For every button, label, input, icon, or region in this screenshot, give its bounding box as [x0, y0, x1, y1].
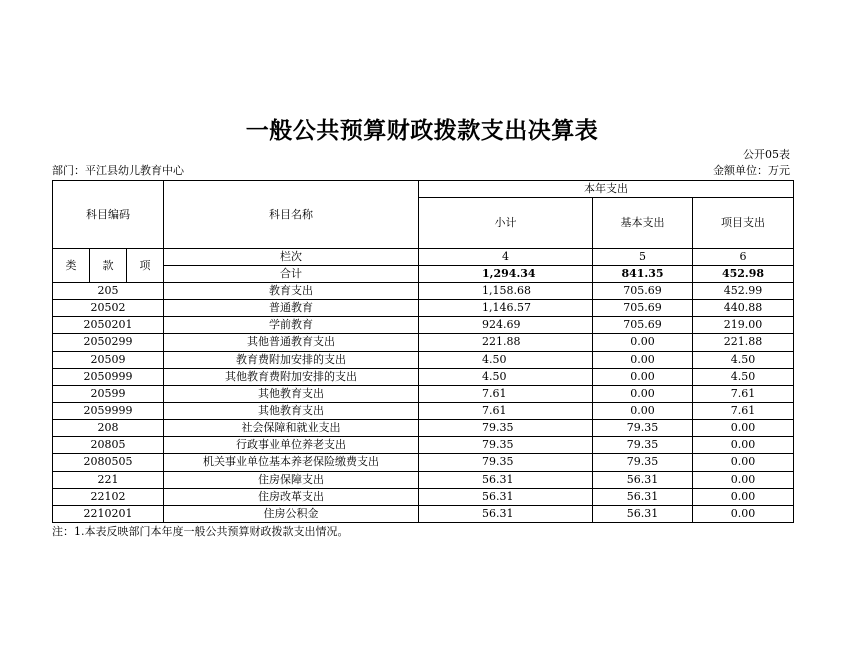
table-row	[53, 437, 794, 454]
table-row	[53, 454, 794, 471]
table-row	[53, 334, 794, 351]
column-number-row	[53, 249, 794, 266]
table-body	[53, 283, 794, 523]
row-code: 2050999	[53, 368, 164, 385]
row-code: 2050201	[53, 317, 164, 334]
current-year-expenditure-header: 本年支出	[419, 181, 794, 198]
row-basic: 56.31	[593, 505, 693, 522]
row-subtotal: 79.35	[419, 437, 593, 454]
row-name: 机关事业单位基本养老保险缴费支出	[164, 454, 419, 471]
basic-expenditure-header: 基本支出	[593, 198, 693, 249]
expenditure-table	[52, 180, 794, 523]
row-code: 2080505	[53, 454, 164, 471]
row-name: 学前教育	[164, 317, 419, 334]
subtotal-header: 小计	[419, 198, 593, 249]
row-project: 221.88	[693, 334, 794, 351]
row-code: 20502	[53, 300, 164, 317]
row-subtotal: 1,158.68	[419, 283, 593, 300]
row-code: 221	[53, 471, 164, 488]
row-basic: 56.31	[593, 488, 693, 505]
row-basic: 79.35	[593, 437, 693, 454]
row-subtotal: 56.31	[419, 471, 593, 488]
row-subtotal: 924.69	[419, 317, 593, 334]
total-project: 452.98	[693, 266, 794, 283]
total-subtotal: 1,294.34	[419, 266, 593, 283]
column-number: 6	[693, 249, 794, 266]
row-subtotal: 7.61	[419, 402, 593, 419]
table-row	[53, 368, 794, 385]
row-subtotal: 221.88	[419, 334, 593, 351]
table-row	[53, 505, 794, 522]
row-code: 208	[53, 420, 164, 437]
row-project: 0.00	[693, 505, 794, 522]
row-project: 219.00	[693, 317, 794, 334]
footnote: 注：1.本表反映部门本年度一般公共预算财政拨款支出情况。	[52, 525, 349, 538]
row-code: 22102	[53, 488, 164, 505]
row-subtotal: 4.50	[419, 351, 593, 368]
row-subtotal: 1,146.57	[419, 300, 593, 317]
row-code: 2059999	[53, 402, 164, 419]
item-header: 项	[127, 249, 164, 283]
name-header: 科目名称	[164, 181, 419, 249]
header-row-1	[53, 181, 794, 198]
department-label: 部门：平江县幼儿教育中心	[52, 164, 184, 177]
row-project: 4.50	[693, 368, 794, 385]
table-row	[53, 300, 794, 317]
total-row	[53, 266, 794, 283]
row-basic: 0.00	[593, 351, 693, 368]
section-header: 款	[90, 249, 127, 283]
row-name: 社会保障和就业支出	[164, 420, 419, 437]
row-basic: 0.00	[593, 368, 693, 385]
column-number: 4	[419, 249, 593, 266]
row-project: 0.00	[693, 420, 794, 437]
row-basic: 0.00	[593, 385, 693, 402]
row-name: 其他教育支出	[164, 385, 419, 402]
code-header: 科目编码	[53, 181, 164, 249]
row-basic: 0.00	[593, 402, 693, 419]
row-name: 教育支出	[164, 283, 419, 300]
row-code: 2050299	[53, 334, 164, 351]
form-number: 公开05表	[743, 148, 790, 161]
table-row	[53, 283, 794, 300]
row-project: 0.00	[693, 471, 794, 488]
row-basic: 705.69	[593, 317, 693, 334]
row-basic: 79.35	[593, 454, 693, 471]
row-code: 20599	[53, 385, 164, 402]
row-project: 7.61	[693, 402, 794, 419]
row-subtotal: 79.35	[419, 420, 593, 437]
project-expenditure-header: 项目支出	[693, 198, 794, 249]
column-number-label: 栏次	[164, 249, 419, 266]
row-code: 20805	[53, 437, 164, 454]
table-row	[53, 488, 794, 505]
row-project: 4.50	[693, 351, 794, 368]
row-code: 205	[53, 283, 164, 300]
row-name: 教育费附加安排的支出	[164, 351, 419, 368]
row-name: 其他普通教育支出	[164, 334, 419, 351]
class-header: 类	[53, 249, 90, 283]
row-basic: 79.35	[593, 420, 693, 437]
row-basic: 0.00	[593, 334, 693, 351]
column-number: 5	[593, 249, 693, 266]
row-code: 2210201	[53, 505, 164, 522]
row-project: 440.88	[693, 300, 794, 317]
row-basic: 705.69	[593, 283, 693, 300]
table-row	[53, 471, 794, 488]
row-name: 住房保障支出	[164, 471, 419, 488]
table-row	[53, 420, 794, 437]
amount-unit-label: 金额单位：万元	[713, 164, 790, 177]
row-name: 住房改革支出	[164, 488, 419, 505]
row-subtotal: 56.31	[419, 505, 593, 522]
row-name: 其他教育费附加安排的支出	[164, 368, 419, 385]
total-basic: 841.35	[593, 266, 693, 283]
row-project: 0.00	[693, 454, 794, 471]
row-subtotal: 4.50	[419, 368, 593, 385]
row-project: 0.00	[693, 437, 794, 454]
row-subtotal: 79.35	[419, 454, 593, 471]
table-row	[53, 317, 794, 334]
row-project: 7.61	[693, 385, 794, 402]
row-subtotal: 56.31	[419, 488, 593, 505]
total-label: 合计	[164, 266, 419, 283]
document-title: 一般公共预算财政拨款支出决算表	[245, 117, 599, 144]
row-name: 其他教育支出	[164, 402, 419, 419]
table-row	[53, 351, 794, 368]
table-row	[53, 402, 794, 419]
row-basic: 56.31	[593, 471, 693, 488]
row-name: 住房公积金	[164, 505, 419, 522]
table-row	[53, 385, 794, 402]
row-name: 普通教育	[164, 300, 419, 317]
row-project: 452.99	[693, 283, 794, 300]
row-code: 20509	[53, 351, 164, 368]
row-basic: 705.69	[593, 300, 693, 317]
row-project: 0.00	[693, 488, 794, 505]
row-subtotal: 7.61	[419, 385, 593, 402]
row-name: 行政事业单位养老支出	[164, 437, 419, 454]
table-header	[53, 181, 794, 283]
